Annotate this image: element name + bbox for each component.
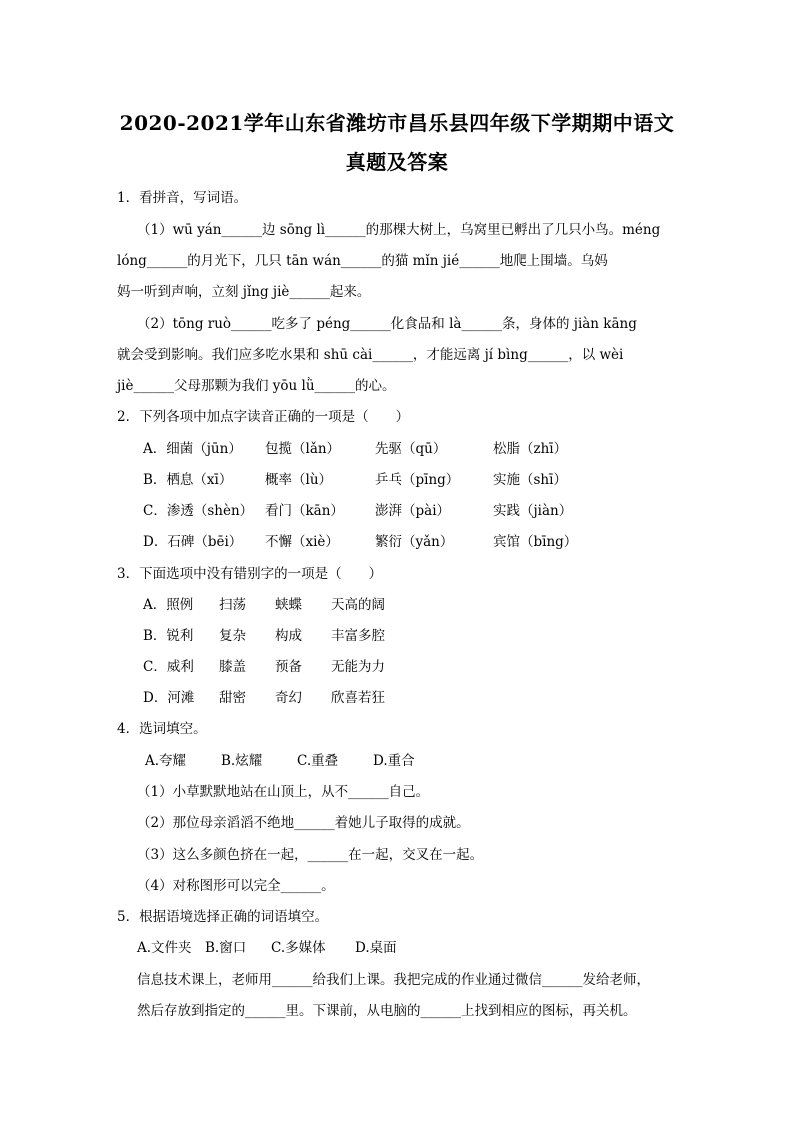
option-cell: 扫荡 [219, 597, 246, 613]
question-3-option-a [143, 593, 385, 613]
option-cell: 蛱蝶 [275, 597, 302, 613]
question-5-stem: 5．根据语境选择正确的词语填空。 [117, 909, 329, 925]
option-cell: A．照例 [143, 597, 194, 613]
option-cell: 乒乓（pīng） [375, 472, 460, 488]
question-4-choices [145, 749, 449, 769]
choice-item: D.桌面 [355, 940, 397, 956]
option-cell: 繁衍（yǎn） [375, 534, 454, 550]
option-cell: B．栖息（xī） [143, 472, 233, 488]
question-1-stem: 1．看拼音，写词语。 [117, 190, 248, 206]
option-cell: C．渗透（shèn） [143, 503, 254, 519]
choice-item: B.炫耀 [221, 753, 263, 769]
question-2-option-c [143, 499, 572, 519]
question-2-option-d [143, 530, 577, 550]
choice-item: B.窗口 [205, 940, 247, 956]
question-4-item: （3）这么多颜色挤在一起，______在一起，交叉在一起。 [137, 847, 484, 863]
question-1-line: lóng______的月光下，几只 tān wán______的猫 mǐn jié______地爬上围墙。乌妈 [117, 253, 608, 269]
question-4-item: （2）那位母亲滔滔不绝地______着她儿子取得的成就。 [137, 815, 470, 831]
option-cell: 不懈（xiè） [265, 534, 339, 550]
question-2-option-a [143, 437, 567, 457]
question-3-option-d [143, 686, 385, 706]
question-4-item: （4）对称图形可以完全______。 [137, 878, 335, 894]
question-1-line: jiè______父母那颗为我们 yōu lǜ______的心。 [117, 378, 396, 394]
option-cell: 膝盖 [219, 659, 246, 675]
choice-item: C.多媒体 [271, 940, 326, 956]
question-5-line: 然后存放到指定的______里。下课前，从电脑的______上找到相应的图标，再关机。 [137, 1003, 637, 1019]
option-cell: A．细菌（jūn） [143, 441, 242, 457]
choice-item: C.重叠 [297, 753, 339, 769]
option-cell: 天高的阔 [331, 597, 385, 613]
option-cell: 复杂 [219, 628, 246, 644]
option-cell: 宾馆（bīng） [493, 534, 578, 550]
question-4-item: （1）小草默默地站在山顶上，从不______自己。 [137, 784, 430, 800]
choice-item: D.重合 [373, 753, 415, 769]
document-title-line1: 2020-2021学年山东省潍坊市昌乐县四年级下学期期中语文 [119, 111, 675, 135]
option-cell: 澎湃（pài） [375, 503, 451, 519]
option-cell: 看门（kān） [265, 503, 344, 519]
option-cell: 松脂（zhī） [493, 441, 568, 457]
question-3-option-b [143, 624, 385, 644]
question-5-line: 信息技术课上，老师用______给我们上课。我把完成的作业通过微信______发给老师， [137, 972, 650, 988]
question-1-line: 就会受到影响。我们应多吃水果和 shū cài______，才能远离 jí bìng______，以 wèi [117, 347, 624, 363]
question-5-choices [137, 936, 431, 956]
option-cell: 构成 [275, 628, 302, 644]
question-1-line: 妈一听到声响，立刻 jǐng jiè______起来。 [117, 284, 371, 300]
question-2-option-b [143, 468, 567, 488]
question-2-stem: 2．下列各项中加点字读音正确的一项是（ ） [117, 409, 410, 425]
option-cell: C．威利 [143, 659, 194, 675]
option-cell: 实施（shī） [493, 472, 567, 488]
choice-item: A.夸耀 [145, 753, 187, 769]
question-3-option-c [143, 655, 385, 675]
question-1-line: （1）wū yán______边 sōng lì______的那棵大树上，乌窝里已孵出了几只小鸟。méng [137, 222, 661, 238]
option-cell: 无能为力 [331, 659, 385, 675]
option-cell: 丰富多腔 [331, 628, 385, 644]
option-cell: D．河滩 [143, 690, 195, 706]
option-cell: B．锐利 [143, 628, 194, 644]
question-1-line: （2）tōng ruò______吃多了 péng______化食品和 là______条，身体的 jiàn kāng [137, 316, 637, 332]
document-title-line2: 真题及答案 [345, 150, 449, 174]
option-cell: 包揽（lǎn） [265, 441, 341, 457]
choice-item: A.文件夹 [137, 940, 192, 956]
option-cell: 预备 [275, 659, 302, 675]
question-3-stem: 3．下面选项中没有错别字的一项是（ ） [117, 566, 383, 582]
option-cell: 概率（lù） [265, 472, 333, 488]
question-4-stem: 4．选词填空。 [117, 721, 207, 737]
option-cell: D．石碑（bēi） [143, 534, 243, 550]
option-cell: 实践（jiàn） [493, 503, 573, 519]
option-cell: 奇幻 [275, 690, 302, 706]
option-cell: 先驱（qū） [375, 441, 447, 457]
option-cell: 甜密 [219, 690, 246, 706]
option-cell: 欣喜若狂 [331, 690, 385, 706]
